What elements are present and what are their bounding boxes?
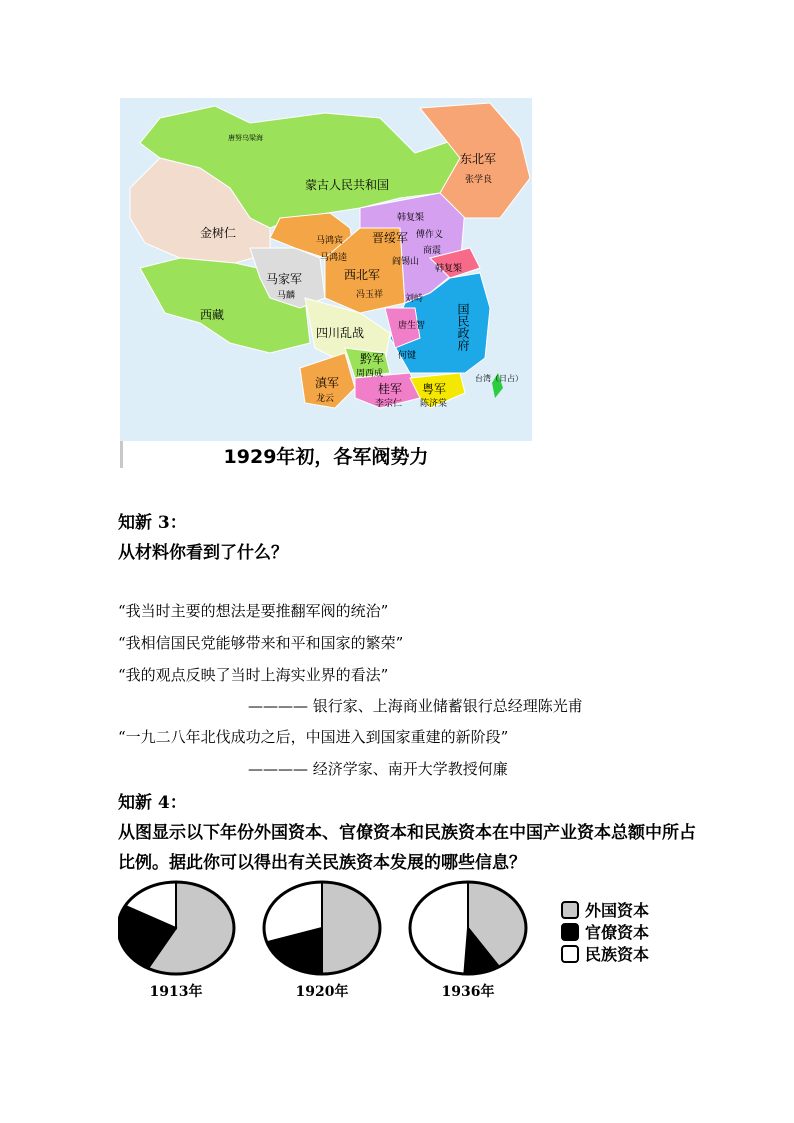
- pie-label-3: 1936年: [441, 984, 495, 1000]
- map-label-jin: 晋绥军: [372, 231, 409, 245]
- map-label-northwest-leader: 冯玉祥: [356, 290, 384, 300]
- map-label-ma-a: 马鸿宾: [316, 236, 344, 246]
- map-label-majia: 马家军: [266, 272, 303, 286]
- map-label-shandong: 韩复榘: [435, 264, 463, 274]
- quote-4: “一九二八年北伐成功之后，中国进入到国家重建的新阶段”: [118, 728, 509, 746]
- map-label-qian-leader: 周西成: [356, 369, 384, 379]
- capital-pie-charts: [118, 880, 688, 1005]
- legend-swatch-2: [562, 924, 578, 940]
- map-label-taiwan: 台湾（日占）: [475, 374, 523, 383]
- legend-swatch-1: [562, 902, 578, 918]
- map-label-jin-leader4: 韩复榘: [397, 213, 425, 223]
- section3-question: 从材料你看到了什么？: [118, 543, 288, 563]
- map-label-yue: 粤军: [422, 382, 447, 396]
- legend-swatch-3: [562, 946, 578, 962]
- map-label-dian-leader: 龙云: [316, 394, 335, 404]
- map-label-sichuan: 四川乱战: [316, 326, 365, 340]
- quote-attribution-1: ———— 银行家、上海商业储蓄银行总经理陈光甫: [248, 697, 583, 715]
- legend-label-1: 外国资本: [585, 901, 650, 920]
- quote-attribution-2: ———— 经济学家、南开大学教授何廉: [248, 760, 508, 778]
- map-label-jin-leader1: 傅作义: [416, 230, 444, 240]
- legend-label-2: 官僚资本: [585, 923, 650, 942]
- map-label-gui: 桂军: [378, 382, 403, 396]
- map-label-ma-b: 马鸿逵: [320, 253, 348, 263]
- map-label-gui-leader: 李宗仁: [375, 399, 403, 409]
- legend-label-3: 民族资本: [585, 945, 650, 964]
- map-caption: 1929年初，各军阀势力: [223, 446, 429, 468]
- map-label-yue-leader: 陈济棠: [420, 399, 448, 409]
- pie-slice-3-3: [410, 882, 468, 974]
- pie-slice-2-1: [322, 882, 380, 974]
- section4-question-line2: 比例。据此你可以得出有关民族资本发展的哪些信息？: [118, 853, 526, 873]
- map-label-northwest: 西北军: [344, 268, 381, 282]
- pie-label-1: 1913年: [149, 984, 203, 1000]
- map-label-jin-leader2: 阎锡山: [392, 257, 420, 267]
- map-label-guomin: 国民政府: [456, 303, 470, 351]
- quote-1: “我当时主要的想法是要推翻军阀的统治”: [118, 602, 389, 620]
- map-label-mongolia: 蒙古人民共和国: [305, 178, 390, 192]
- map-label-majia-leader: 马麟: [277, 291, 296, 301]
- map-label-dian: 滇军: [315, 376, 340, 390]
- map-label-xinjiang: 金树仁: [200, 226, 237, 240]
- section4-question-line1: 从图显示以下年份外国资本、官僚资本和民族资本在中国产业资本总额中所占: [118, 823, 696, 843]
- map-label-tang: 唐生智: [398, 321, 426, 331]
- section4-title: 知新 4：: [118, 793, 187, 813]
- map-label-he: 何键: [398, 351, 417, 361]
- quote-2: “我相信国民党能够带来和平和国家的繁荣”: [118, 634, 404, 652]
- map-label-liuzhi: 刘峙: [405, 294, 424, 304]
- map-label-tibet: 西藏: [200, 308, 225, 322]
- map-label-northeast: 东北军: [460, 152, 497, 166]
- pie-label-2: 1920年: [295, 984, 349, 1000]
- quote-3: “我的观点反映了当时上海实业界的看法”: [118, 666, 389, 684]
- map-label-qian: 黔军: [360, 352, 385, 366]
- map-label-northeast-leader: 张学良: [465, 175, 493, 185]
- map-label-tiny: 唐努乌梁海: [228, 134, 263, 142]
- section3-title: 知新 3：: [118, 513, 187, 533]
- map-label-jin-leader3: 商震: [423, 246, 442, 256]
